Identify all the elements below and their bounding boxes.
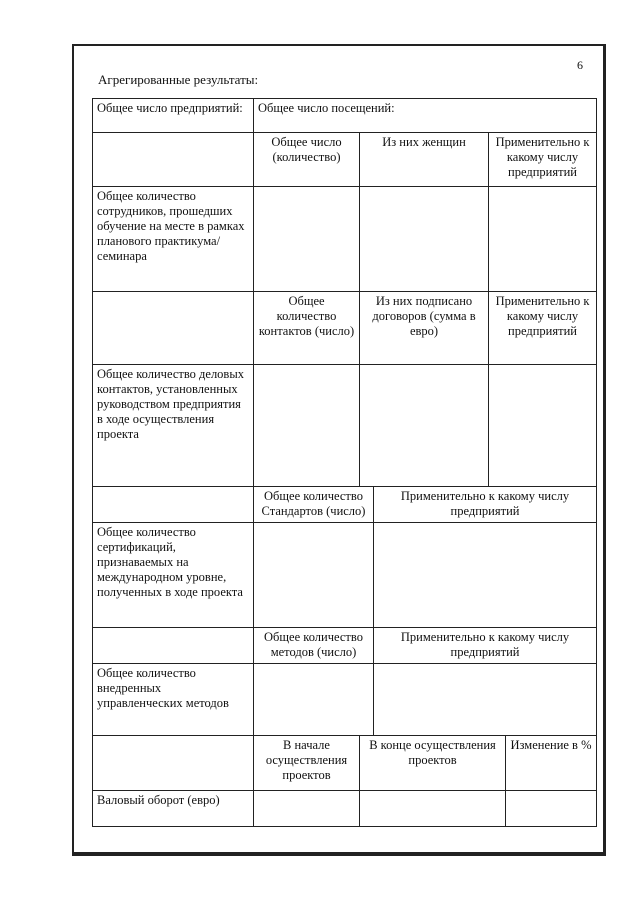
page-number: 6 bbox=[577, 58, 583, 72]
table-row bbox=[93, 664, 597, 736]
col-header-applied: Применительно к какому числу предприятий bbox=[374, 628, 597, 664]
value-cell[interactable] bbox=[254, 523, 374, 628]
value-cell[interactable] bbox=[360, 187, 489, 292]
col-header-standards: Общее количество Стандартов (число) bbox=[254, 487, 374, 523]
col-header-contracts: Из них подписано договоров (сумма в евро) bbox=[360, 292, 489, 365]
empty-cell bbox=[93, 628, 254, 664]
results-table bbox=[92, 98, 597, 827]
col-header-total: Общее число (количество) bbox=[254, 133, 360, 187]
empty-cell bbox=[93, 292, 254, 365]
value-cell[interactable] bbox=[506, 791, 597, 827]
col-header-applied: Применительно к какому числу предприятий bbox=[374, 487, 597, 523]
empty-cell bbox=[93, 133, 254, 187]
table-row bbox=[93, 736, 597, 791]
value-cell[interactable] bbox=[360, 365, 489, 487]
table-row bbox=[93, 487, 597, 523]
table-row bbox=[93, 523, 597, 628]
row-label-trained-staff: Общее количество сотрудников, прошедших обучение на месте в рамках планового практикума/семинара bbox=[93, 187, 254, 292]
col-header-end: В конце осуществления проектов bbox=[360, 736, 506, 791]
value-cell[interactable] bbox=[489, 187, 597, 292]
value-cell[interactable] bbox=[254, 365, 360, 487]
col-header-start: В начале осуществления проектов bbox=[254, 736, 360, 791]
col-header-contacts: Общее количество контактов (число) bbox=[254, 292, 360, 365]
page-heading: Агрегированные результаты: bbox=[98, 72, 259, 87]
empty-cell bbox=[93, 487, 254, 523]
col-header-methods: Общее количество методов (число) bbox=[254, 628, 374, 664]
value-cell[interactable] bbox=[374, 664, 597, 736]
table-row bbox=[93, 292, 597, 365]
col-header-applied: Применительно к какому числу предприятий bbox=[489, 133, 597, 187]
table-row bbox=[93, 791, 597, 827]
value-cell[interactable] bbox=[489, 365, 597, 487]
col-header-applied: Применительно к какому числу предприятий bbox=[489, 292, 597, 365]
value-cell[interactable] bbox=[254, 187, 360, 292]
value-cell[interactable] bbox=[254, 791, 360, 827]
col-header-women: Из них женщин bbox=[360, 133, 489, 187]
col-header-change: Изменение в % bbox=[506, 736, 597, 791]
visits-count-label: Общее число посещений: bbox=[254, 99, 597, 133]
table-row bbox=[93, 187, 597, 292]
value-cell[interactable] bbox=[374, 523, 597, 628]
table-row bbox=[93, 365, 597, 487]
row-label-turnover: Валовый оборот (евро) bbox=[93, 791, 254, 827]
table-row bbox=[93, 133, 597, 187]
row-label-certifications: Общее количество сертификаций, признаваемых на международном уровне, полученных в ходе проекта bbox=[93, 523, 254, 628]
row-label-business-contacts: Общее количество деловых контактов, установленных руководством предприятия в ходе осуществления проекта bbox=[93, 365, 254, 487]
table-row bbox=[93, 628, 597, 664]
row-label-management-methods: Общее количество внедренных управленческих методов bbox=[93, 664, 254, 736]
table-row bbox=[93, 99, 597, 133]
empty-cell bbox=[93, 736, 254, 791]
enterprises-count-label: Общее число предприятий: bbox=[93, 99, 254, 133]
value-cell[interactable] bbox=[254, 664, 374, 736]
value-cell[interactable] bbox=[360, 791, 506, 827]
